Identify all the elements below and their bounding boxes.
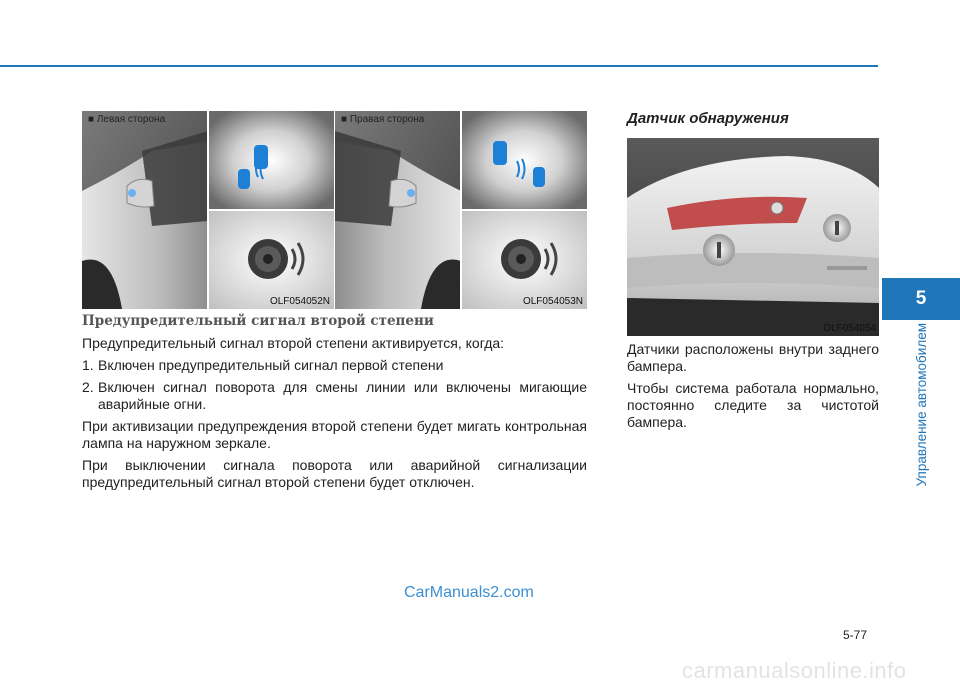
section-body-sensor xyxy=(627,341,879,436)
figure-left-label: ■ Левая сторона xyxy=(88,114,166,125)
figure-rear-bumper xyxy=(627,138,879,336)
left-side-illustration xyxy=(82,111,334,309)
chapter-tab xyxy=(882,278,960,320)
header-rule xyxy=(0,65,878,67)
figure-right-label: ■ Правая сторона xyxy=(341,114,425,125)
list-item xyxy=(82,357,587,374)
right-side-illustration xyxy=(335,111,587,309)
figure-right-side xyxy=(335,111,587,309)
footer-watermark-site: carmanualsonline.info xyxy=(682,658,907,683)
chapter-title-text: Управление автомобилем xyxy=(913,323,929,487)
list-text: Включен сигнал поворота для смены линии или включены мигающие аварийные огни. xyxy=(98,379,587,412)
rear-bumper-illustration xyxy=(627,138,879,336)
watermark-carmanuals2: CarManuals2.com xyxy=(404,584,534,601)
intro-paragraph: Предупредительный сигнал второй степени активируется, когда: xyxy=(82,335,505,351)
page-number: 5-77 xyxy=(843,628,868,642)
section-body-second-stage xyxy=(82,335,587,496)
figure-left-code: OLF054052N xyxy=(269,296,330,307)
list-text: Включен предупредительный сигнал первой степени xyxy=(98,357,444,373)
paragraph-indicator: При активизации предупреждения второй степени будет мигать контрольная лампа на наружном зеркале. xyxy=(82,418,587,451)
section-heading-second-stage: Предупредительный сигнал второй степени xyxy=(82,313,434,329)
figure-left-side xyxy=(82,111,334,309)
figure-right-code: OLF054053N xyxy=(522,296,583,307)
list-item xyxy=(82,379,587,413)
figure-rear-code: OLF054054 xyxy=(823,323,876,334)
chapter-title xyxy=(896,320,946,490)
list-number: 2. xyxy=(82,379,94,395)
paragraph-sensor-location: Датчики расположены внутри заднего бампера. xyxy=(627,341,879,374)
paragraph-sensor-cleaning: Чтобы система работала нормально, постоянно следите за чистотой бампера. xyxy=(627,380,879,430)
paragraph-deactivation: При выключении сигнала поворота или аварийной сигнализации предупредительный сигнал второй степени будет отключен. xyxy=(82,457,587,490)
section-title-sensor: Датчик обнаружения xyxy=(627,110,789,127)
chapter-number: 5 xyxy=(915,288,927,309)
list-number: 1. xyxy=(82,357,94,373)
